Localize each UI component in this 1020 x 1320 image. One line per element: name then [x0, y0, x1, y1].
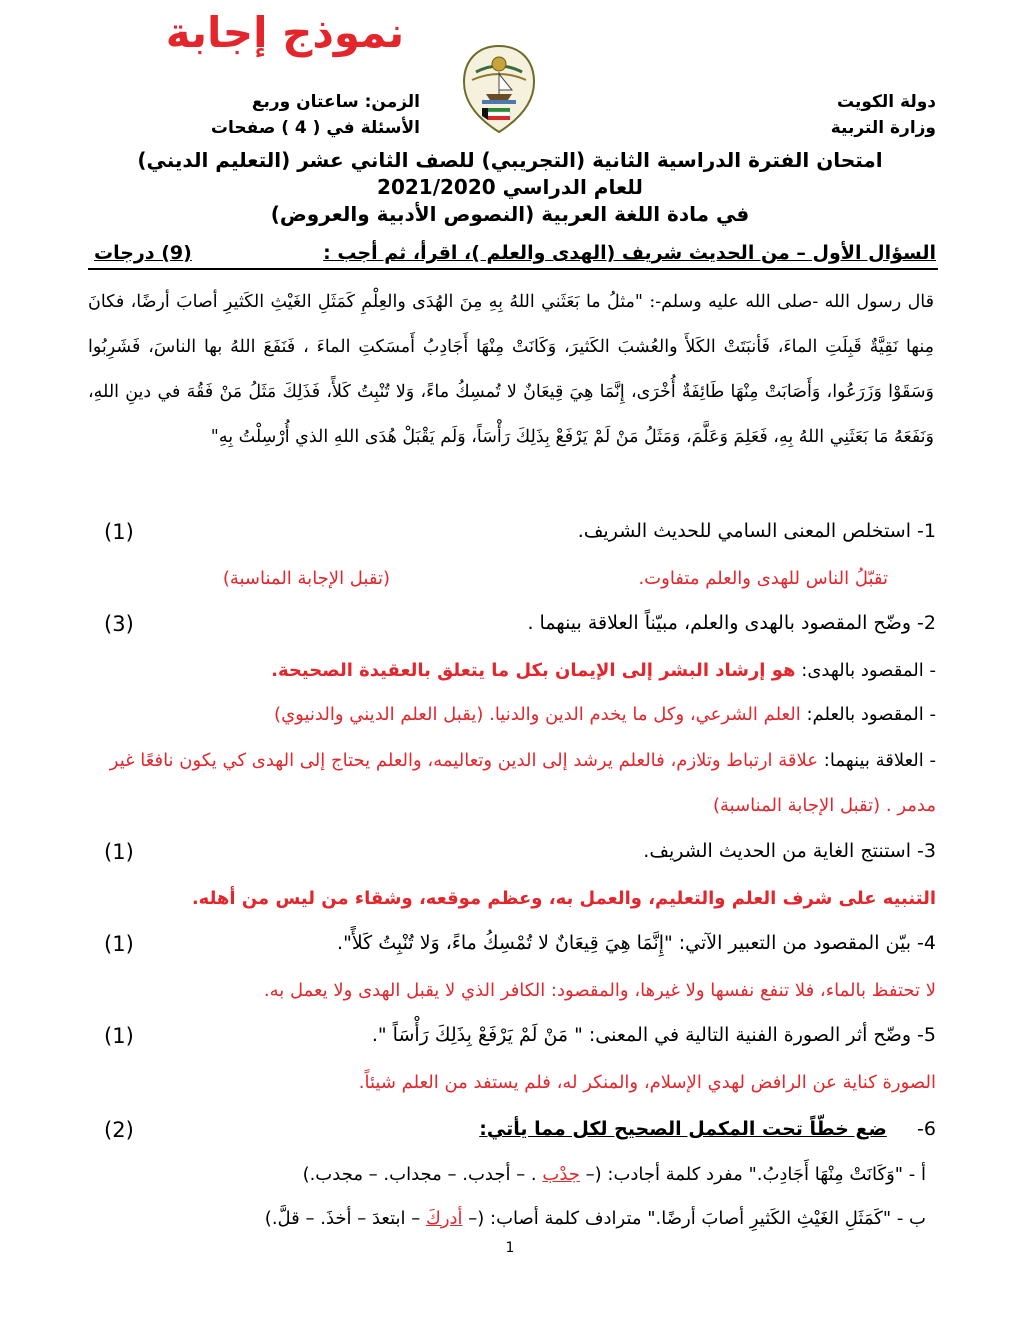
country-name: دولة الكويت	[836, 92, 936, 112]
answer-model-title: نموذج إجابة	[165, 8, 405, 57]
answer-text: العلم الشرعي، وكل ما يخدم الدين والدنيا. (يقبل العلم الديني والدنيوي)	[274, 704, 801, 725]
question-item-1	[90, 520, 936, 550]
question-item-5	[90, 1024, 936, 1054]
question-instruction: ضع خطّاً تحت المكمل الصحيح لكل مما يأتي:	[479, 1118, 887, 1140]
option-row-a	[90, 1164, 926, 1185]
header-divider	[88, 268, 938, 270]
answer-guidance	[100, 660, 936, 681]
option-prompt: أ - "وَكَانَتْ مِنْهَا أَجَادِبُ." مفرد كلمة أجادب: (–	[585, 1164, 926, 1185]
answer-text: لا تحتفظ بالماء، فلا تنفع نفسها ولا غيرها، والمقصود: الكافر الذي لا يقبل الهدى ولا يعمل به.	[263, 980, 936, 1001]
answer-text: علاقة ارتباط وتلازم، فالعلم يرشد إلى الدين وتعاليمه، والعلم يحتاج إلى الهدى كي يكون نافعًا غير مدمر .	[109, 750, 936, 816]
answer-text: هو إرشاد البشر إلى الإيمان بكل ما يتعلق بالعقيدة الصحيحة.	[271, 660, 796, 681]
answer-note: (تقبل الإجابة المناسبة)	[222, 568, 390, 589]
option-choices: – ابتعدَ – أخذَ. – قلَّ.)	[264, 1208, 421, 1229]
exam-subject: في مادة اللغة العربية (النصوص الأدبية والعروض)	[270, 202, 750, 226]
answer-label: - العلاقة بينهما:	[823, 750, 936, 771]
option-prompt: ب - "كَمَثَلِ الغَيْثِ الكَثيرِ أصابَ أرضًا." مترادف كلمة أصاب: (–	[468, 1208, 926, 1229]
question-marks: (2)	[104, 1118, 134, 1142]
question-total-marks: (9) درجات	[94, 242, 192, 264]
ministry-name: وزارة التربية	[830, 118, 936, 138]
question-marks: (1)	[104, 520, 134, 544]
question-text: 3- استنتج الغاية من الحديث الشريف.	[643, 840, 936, 862]
answer-text: التنبيه على شرف العلم والتعليم، والعمل به، وعظم موقعه، وشقاء من ليس من أهله.	[191, 888, 936, 909]
question-item-3	[90, 840, 936, 870]
exam-time: الزمن: ساعتان وربع	[251, 92, 420, 112]
page-number: 1	[505, 1240, 515, 1256]
option-row-b	[90, 1208, 926, 1229]
correct-choice: أدركَ	[426, 1208, 463, 1229]
answer-label: - المقصود بالعلم:	[806, 704, 936, 725]
question-marks: (1)	[104, 932, 134, 956]
question-number: 6-	[917, 1118, 936, 1140]
exam-page-count: الأسئلة في ( 4 ) صفحات	[210, 118, 420, 138]
question-text: 1- استخلص المعنى السامي للحديث الشريف.	[577, 520, 936, 542]
hadith-text: قال رسول الله -صلى الله عليه وسلم-: "مثلُ ما بَعَثَني اللهُ بِهِ مِنَ الهُدَى والعِلْمِ كَمَثَلِ الغَيْثِ الكَثيرِ أصابَ أرضًا، فكانَ مِنها نَقِيَّةٌ قَبِلَتِ الماءَ، فَأنبَتَتْ الكَلأَ والعُشبَ الكَثيرَ، وَكَانَتْ مِنْهَا أَجَادِبُ أَمسَكتِ الماءَ ، فَنَفَعَ اللهُ بها الناسَ، فَشَرِبُوا وَسَقَوْا وَزَرَعُوا، وَأَصَابَتْ مِنْهَا طَائِفَةٌ أُخْرَى، إِنَّمَا هِيَ قِيعَانٌ لا تُمسِكُ ماءً، وَلا تُنْبِتُ كَلأً، فَذَلِكَ مَثَلُ مَنْ فَقُهَ في دينِ اللهِ، وَنَفَعَهُ مَا بَعَثَنِي اللهُ بِهِ، فَعَلِمَ وَعَلَّمَ، وَمَثَلُ مَنْ لَمْ يَرْفَعْ بِذَلِكَ رَأْسَاً، وَلَم يَقْبَلْ هُدَى اللهِ الذي أُرْسِلْتُ بِهِ"	[88, 292, 934, 447]
option-choices: . – أجدب. – مجداب. – مجدب.)	[302, 1164, 537, 1185]
question-header-text: السؤال الأول – من الحديث شريف (الهدى والعلم )، اقرأ، ثم أجب :	[323, 242, 936, 264]
answer-label: - المقصود بالهدى:	[801, 660, 936, 681]
question-text: 2- وضّح المقصود بالهدى والعلم، مبيّناً العلاقة بينهما .	[527, 612, 936, 634]
answer-relation	[100, 738, 936, 828]
answer-text: الصورة كناية عن الرافض لهدي الإسلام، والمنكر له، فلم يستفد من العلم شيئاً.	[358, 1072, 936, 1093]
question-marks: (1)	[104, 1024, 134, 1048]
exam-year: للعام الدراسي 2021/2020	[377, 175, 643, 199]
question-marks: (3)	[104, 612, 134, 636]
question-item-4	[90, 932, 936, 962]
correct-choice: جدْب	[542, 1164, 580, 1185]
question-item-6	[90, 1118, 936, 1148]
exam-title: امتحان الفترة الدراسية الثانية (التجريبي) للصف الثاني عشر (التعليم الديني)	[137, 148, 883, 172]
question-marks: (1)	[104, 840, 134, 864]
answer-note: (تقبل الإجابة المناسبة)	[712, 795, 881, 816]
question-text: 4- بيّن المقصود من التعبير الآتي: "إِنَّمَا هِيَ قِيعَانٌ لا تُمْسِكُ ماءً، وَلا تُنْبِتُ كَلأً".	[337, 932, 936, 954]
question-text: 5- وضّح أثر الصورة الفنية التالية في المعنى: " مَنْ لَمْ يَرْفَعْ بِذَلِكَ رَأْسَاً ".	[371, 1024, 936, 1046]
question-item-2	[90, 612, 936, 642]
kuwait-emblem-icon	[458, 42, 540, 138]
answer-knowledge	[100, 704, 936, 725]
question-header	[90, 242, 936, 270]
question-text	[479, 1118, 936, 1140]
answer-text: تقبّلُ الناس للهدى والعلم متفاوت.	[638, 568, 888, 589]
